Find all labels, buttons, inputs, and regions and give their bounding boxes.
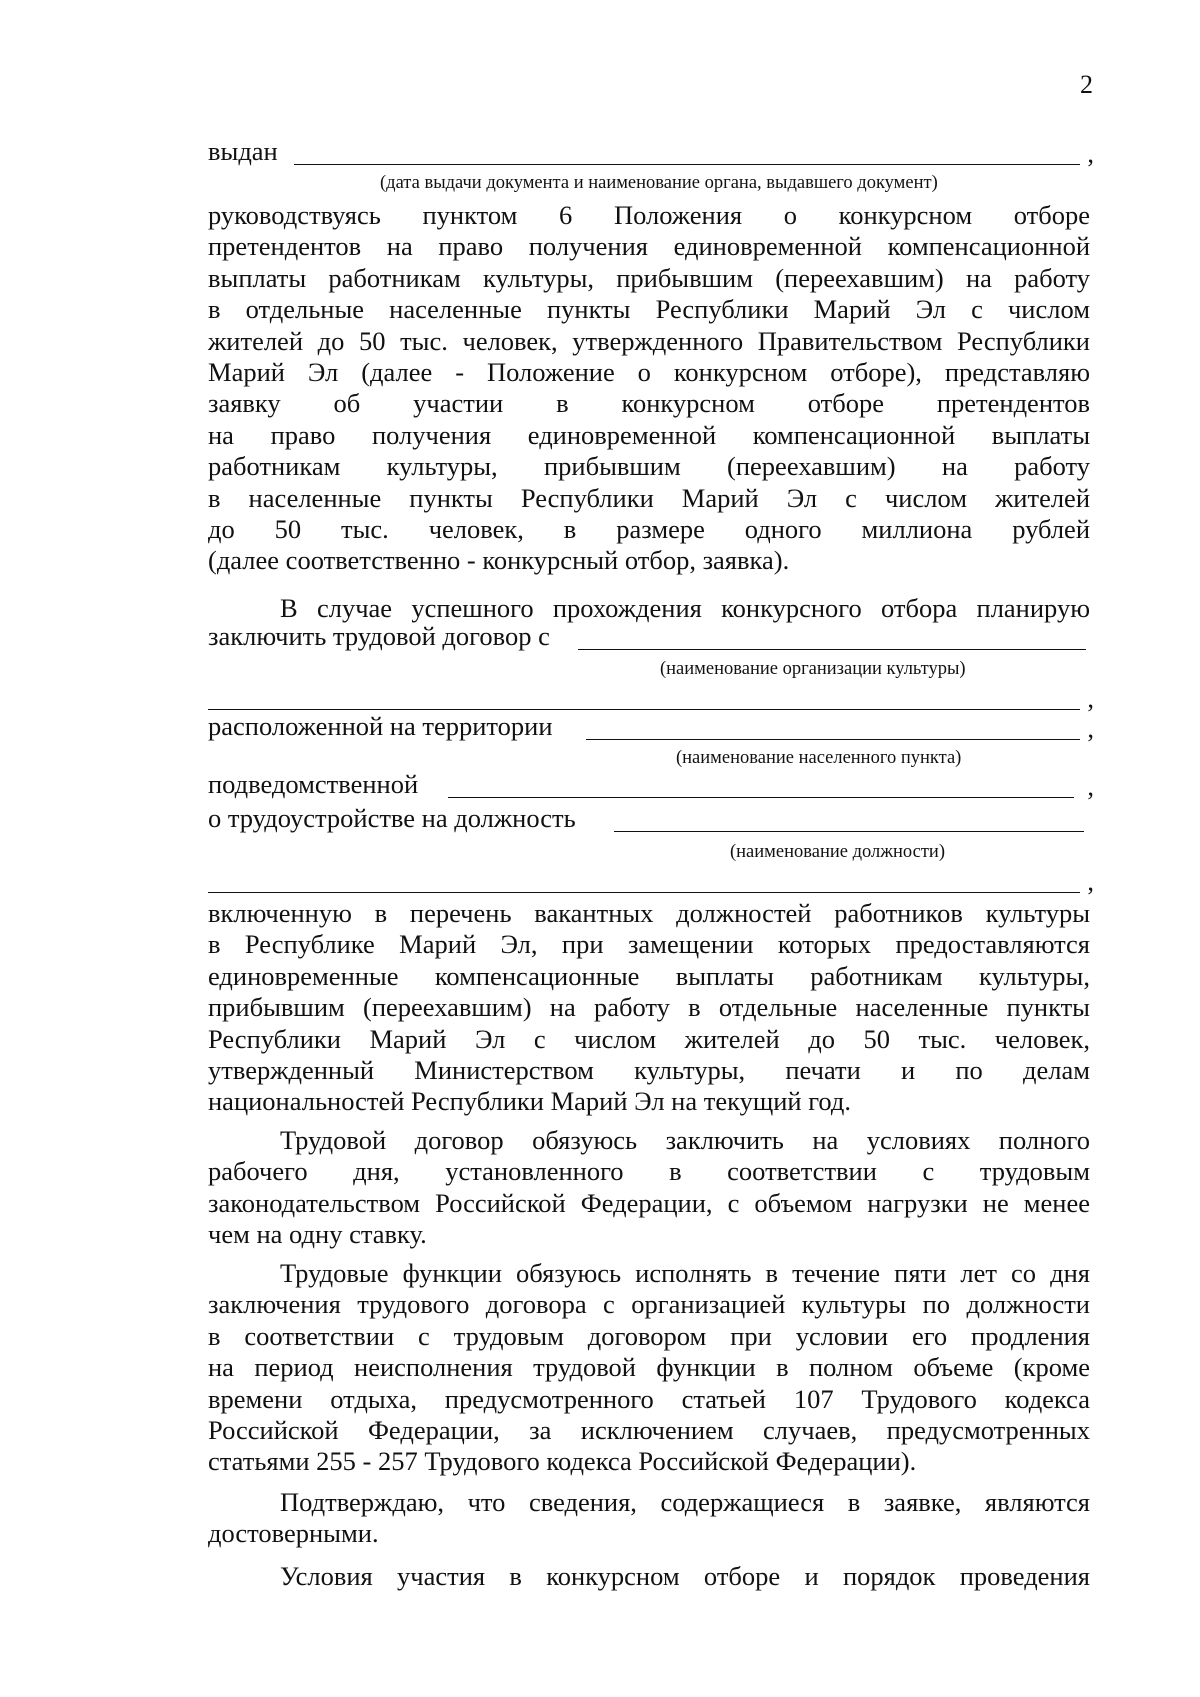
page-number: 2 <box>1080 70 1093 99</box>
position-field[interactable] <box>614 831 1084 832</box>
text-line: Условия участия в конкурсном отборе и порядок проведения <box>280 1561 1090 1591</box>
organization-field[interactable] <box>578 649 1086 650</box>
subordinate-field[interactable] <box>448 797 1074 798</box>
text-line: законодательством Российской Федерации, с объемом нагрузки не менее <box>208 1187 1090 1218</box>
text-line: до 50 тыс. человек, в размере одного миллиона рублей <box>208 514 1090 545</box>
text-line: работникам культуры, прибывшим (переехавшим) на работу <box>208 451 1090 482</box>
text-line: достоверными. <box>208 1518 379 1549</box>
issued-label: выдан <box>208 136 278 166</box>
text-line: времени отдыха, предусмотренного статьей 107 Трудового кодекса <box>208 1383 1090 1414</box>
text-line: прибывшим (переехавшим) на работу в отдельные населенные пункты <box>208 992 1090 1023</box>
text-line: Подтверждаю, что сведения, содержащиеся в заявке, являются <box>280 1487 1090 1517</box>
settlement-caption: (наименование населенного пункта) <box>676 748 962 768</box>
paragraph-contract-terms <box>208 1125 1090 1251</box>
contract-line <box>208 622 1094 658</box>
text-line: жителей до 50 тыс. человек, утвержденного Правительством Республики <box>208 325 1090 356</box>
position-comma: , <box>1087 866 1094 896</box>
text-line: на период неисполнения трудовой функции в полном объеме (кроме <box>208 1352 1090 1383</box>
paragraph-conditions <box>208 1561 1090 1592</box>
text-line: Марий Эл (далее - Положение о конкурсном отборе), представляю <box>208 357 1090 388</box>
organization-caption: (наименование организации культуры) <box>660 659 966 679</box>
subordinate-comma: , <box>1087 771 1094 801</box>
text-line: в отдельные населенные пункты Республики Марий Эл с числом <box>208 294 1090 325</box>
text-line: В случае успешного прохождения конкурсного отбора планирую <box>280 593 1090 623</box>
paragraph-legal-basis <box>208 200 1090 577</box>
text-line: чем на одну ставку. <box>208 1219 427 1250</box>
settlement-field[interactable] <box>586 739 1080 740</box>
territory-line <box>208 712 1094 748</box>
text-line: Трудовые функции обязуюсь исполнять в течение пяти лет со дня <box>280 1258 1090 1288</box>
text-line: включенную в перечень вакантных должностей работников культуры <box>208 898 1090 928</box>
text-line: Российской Федерации, за исключением случаев, предусмотренных <box>208 1415 1090 1446</box>
position-field-2[interactable] <box>208 892 1080 893</box>
contract-label: заключить трудовой договор с <box>208 621 550 651</box>
subordinate-line <box>208 770 1094 806</box>
issued-comma: , <box>1087 138 1094 168</box>
text-line: национальностей Республики Марий Эл на текущий год. <box>208 1086 852 1117</box>
text-line: претендентов на право получения единовременной компенсационной <box>208 231 1090 262</box>
position-line-2 <box>208 865 1094 901</box>
text-line: на право получения единовременной компенсационной выплаты <box>208 419 1090 450</box>
text-line: выплаты работникам культуры, прибывшим (переехавшим) на работу <box>208 262 1090 293</box>
text-line: рабочего дня, установленного в соответствии с трудовым <box>208 1156 1090 1187</box>
organization-comma: , <box>1087 683 1094 713</box>
text-line: руководствуясь пунктом 6 Положения о конкурсном отборе <box>208 200 1090 230</box>
issued-line <box>208 137 1094 173</box>
position-caption: (наименование должности) <box>730 842 945 862</box>
territory-comma: , <box>1087 713 1094 743</box>
text-line: утвержденный Министерством культуры, печати и по делам <box>208 1055 1090 1086</box>
text-line: Трудовой договор обязуюсь заключить на условиях полного <box>280 1125 1090 1155</box>
text-line: в населенные пункты Республики Марий Эл с числом жителей <box>208 482 1090 513</box>
paragraph-labor-functions <box>208 1258 1090 1478</box>
territory-label: расположенной на территории <box>208 711 553 741</box>
text-line: в соответствии с трудовым договором при условии его продления <box>208 1320 1090 1351</box>
paragraph-success <box>208 593 1090 624</box>
issued-caption: (дата выдачи документа и наименование органа, выдавшего документ) <box>380 173 938 193</box>
paragraph-vacancy-list <box>208 898 1090 1118</box>
issued-field[interactable] <box>294 164 1080 165</box>
text-line: заключения трудового договора с организацией культуры по должности <box>208 1289 1090 1320</box>
text-line: Республики Марий Эл с числом жителей до 50 тыс. человек, <box>208 1023 1090 1054</box>
text-line: (далее соответственно - конкурсный отбор, заявка). <box>208 545 790 576</box>
paragraph-confirmation <box>208 1487 1090 1550</box>
text-line: статьями 255 - 257 Трудового кодекса Российской Федерации). <box>208 1446 917 1477</box>
text-line: единовременные компенсационные выплаты работникам культуры, <box>208 960 1090 991</box>
text-line: заявку об участии в конкурсном отборе претендентов <box>208 388 1090 419</box>
position-label: о трудоустройстве на должность <box>208 803 576 833</box>
subordinate-label: подведомственной <box>208 769 419 799</box>
organization-field-2[interactable] <box>208 709 1080 710</box>
position-line <box>208 804 1094 840</box>
text-line: в Республике Марий Эл, при замещении которых предоставляются <box>208 929 1090 960</box>
